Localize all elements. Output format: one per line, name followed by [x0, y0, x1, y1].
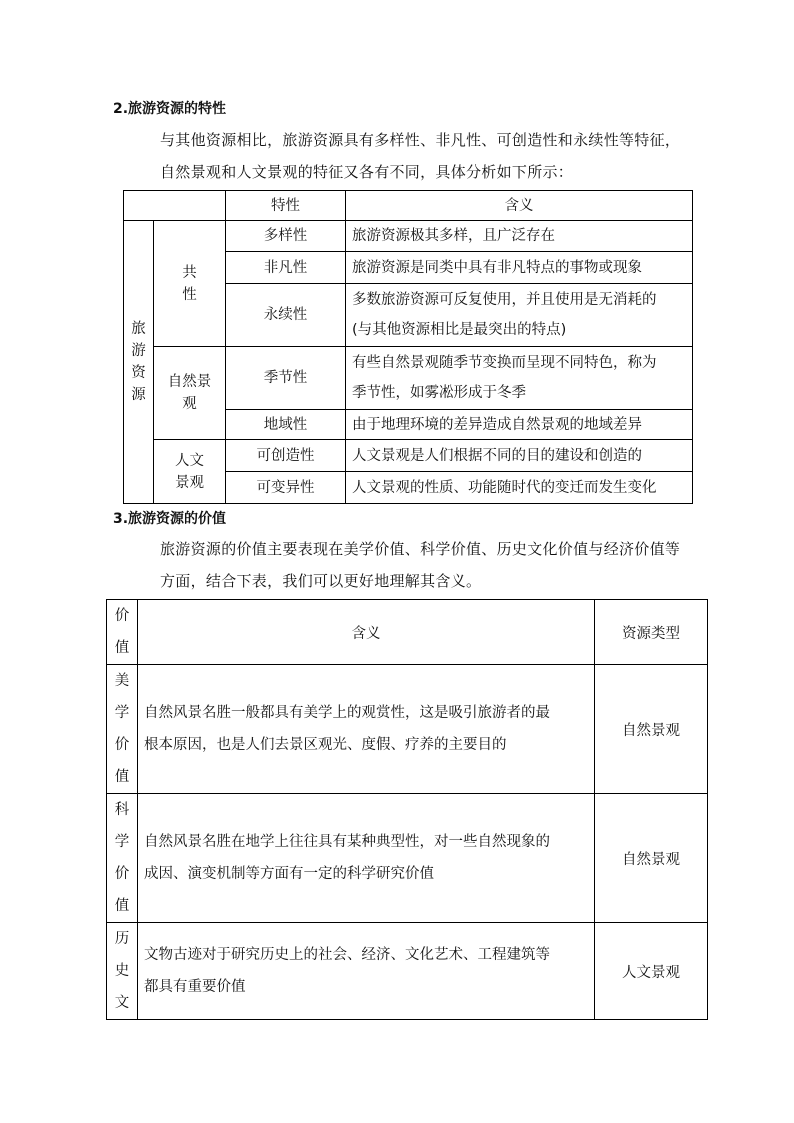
label-line: 景观: [175, 474, 204, 491]
label-char: 值: [114, 769, 130, 785]
label-char: 价: [114, 737, 130, 753]
label-char: 源: [131, 387, 146, 403]
label-char: 科: [114, 802, 130, 818]
feature-cell: 非凡性: [226, 252, 346, 284]
label-char: 学: [114, 834, 130, 850]
value-label-cell: [107, 794, 138, 923]
feature-cell: 季节性: [226, 347, 346, 410]
meaning-line: 成因、演变机制等方面有一定的科学研究价值: [144, 866, 434, 882]
label-char: 值: [114, 898, 130, 914]
feature-cell: 多样性: [226, 221, 346, 252]
meaning-cell: [346, 347, 693, 410]
label-char: 共: [182, 264, 197, 281]
feature-cell: 地域性: [226, 410, 346, 440]
label-line: 人文: [175, 452, 204, 469]
label-char: 性: [182, 286, 197, 303]
meaning-cell: 旅游资源是同类中具有非凡特点的事物或现象: [346, 252, 693, 284]
table-row: [124, 440, 693, 472]
resource-type-cell: 人文景观: [595, 923, 708, 1020]
label-line: 自然景: [167, 374, 212, 390]
values-table: [106, 599, 708, 1020]
group-natural-label: [154, 347, 226, 440]
label-char: 价: [114, 608, 130, 624]
label-char: 史: [114, 963, 130, 979]
meaning-cell: [138, 665, 595, 794]
meaning-line: 自然风景名胜在地学上往往具有某种典型性，对一些自然现象的: [144, 834, 550, 850]
table-row: [124, 221, 693, 252]
label-char: 值: [114, 640, 130, 656]
header-meaning-cell: 含义: [138, 600, 595, 665]
meaning-line: 有些自然景观随季节变换而呈现不同特色，称为: [352, 355, 657, 371]
value-label-cell: [107, 923, 138, 1020]
header-empty-cell: [124, 191, 226, 221]
label-line: 观: [182, 396, 197, 412]
label-char: 资: [131, 365, 146, 381]
tourism-resource-label: [124, 221, 154, 504]
meaning-cell: [138, 794, 595, 923]
section-2-paragraph-line-1: 与其他资源相比，旅游资源具有多样性、非凡性、可创造性和永续性等特征，: [160, 131, 681, 149]
meaning-line: 都具有重要价值: [144, 979, 246, 995]
label-char: 美: [114, 673, 130, 689]
value-label-cell: [107, 665, 138, 794]
group-common-label: [154, 221, 226, 347]
meaning-cell: 人文景观的性质、功能随时代的变迁而发生变化: [346, 472, 693, 504]
meaning-line: 季节性，如雾凇形成于冬季: [352, 385, 526, 401]
table-row: [124, 347, 693, 410]
feature-cell: 永续性: [226, 284, 346, 347]
feature-cell: 可创造性: [226, 440, 346, 472]
header-type-cell: 资源类型: [595, 600, 708, 665]
label-char: 学: [114, 705, 130, 721]
meaning-cell: 旅游资源极其多样，且广泛存在: [346, 221, 693, 252]
resource-type-cell: 自然景观: [595, 665, 708, 794]
section-3-heading: 3.旅游资源的价值: [113, 511, 227, 527]
feature-cell: 可变异性: [226, 472, 346, 504]
header-feature-cell: 特性: [226, 191, 346, 221]
section-3-paragraph-line-2: 方面，结合下表，我们可以更好地理解其含义。: [160, 572, 482, 590]
table-header-row: [124, 191, 693, 221]
resource-type-cell: 自然景观: [595, 794, 708, 923]
meaning-cell: [138, 923, 595, 1020]
meaning-line: 多数旅游资源可反复使用，并且使用是无消耗的: [352, 292, 657, 308]
label-char: 旅: [131, 321, 146, 337]
table-header-row: [107, 600, 708, 665]
label-char: 价: [114, 866, 130, 882]
meaning-line: 根本原因，也是人们去景区观光、度假、疗养的主要目的: [144, 737, 507, 753]
meaning-cell: [346, 284, 693, 347]
section-2-heading: 2.旅游资源的特性: [113, 101, 227, 117]
table-row: [107, 665, 708, 794]
label-char: 游: [131, 343, 146, 359]
meaning-line: (与其他资源相比是最突出的特点): [352, 322, 567, 338]
meaning-cell: 由于地理环境的差异造成自然景观的地域差异: [346, 410, 693, 440]
section-2-paragraph-line-2: 自然景观和人文景观的特征又各有不同，具体分析如下所示：: [160, 163, 574, 181]
features-table: [123, 190, 693, 504]
section-3-paragraph-line-1: 旅游资源的价值主要表现在美学价值、科学价值、历史文化价值与经济价值等: [160, 540, 681, 558]
header-meaning-cell: 含义: [346, 191, 693, 221]
label-char: 文: [114, 995, 130, 1011]
table-row: [107, 794, 708, 923]
meaning-line: 自然风景名胜一般都具有美学上的观赏性，这是吸引旅游者的最: [144, 705, 550, 721]
label-char: 历: [114, 931, 130, 947]
header-value-cell: [107, 600, 138, 665]
meaning-line: 文物古迹对于研究历史上的社会、经济、文化艺术、工程建筑等: [144, 947, 550, 963]
table-row: [107, 923, 708, 1020]
meaning-cell: 人文景观是人们根据不同的目的建设和创造的: [346, 440, 693, 472]
group-cultural-label: [154, 440, 226, 504]
